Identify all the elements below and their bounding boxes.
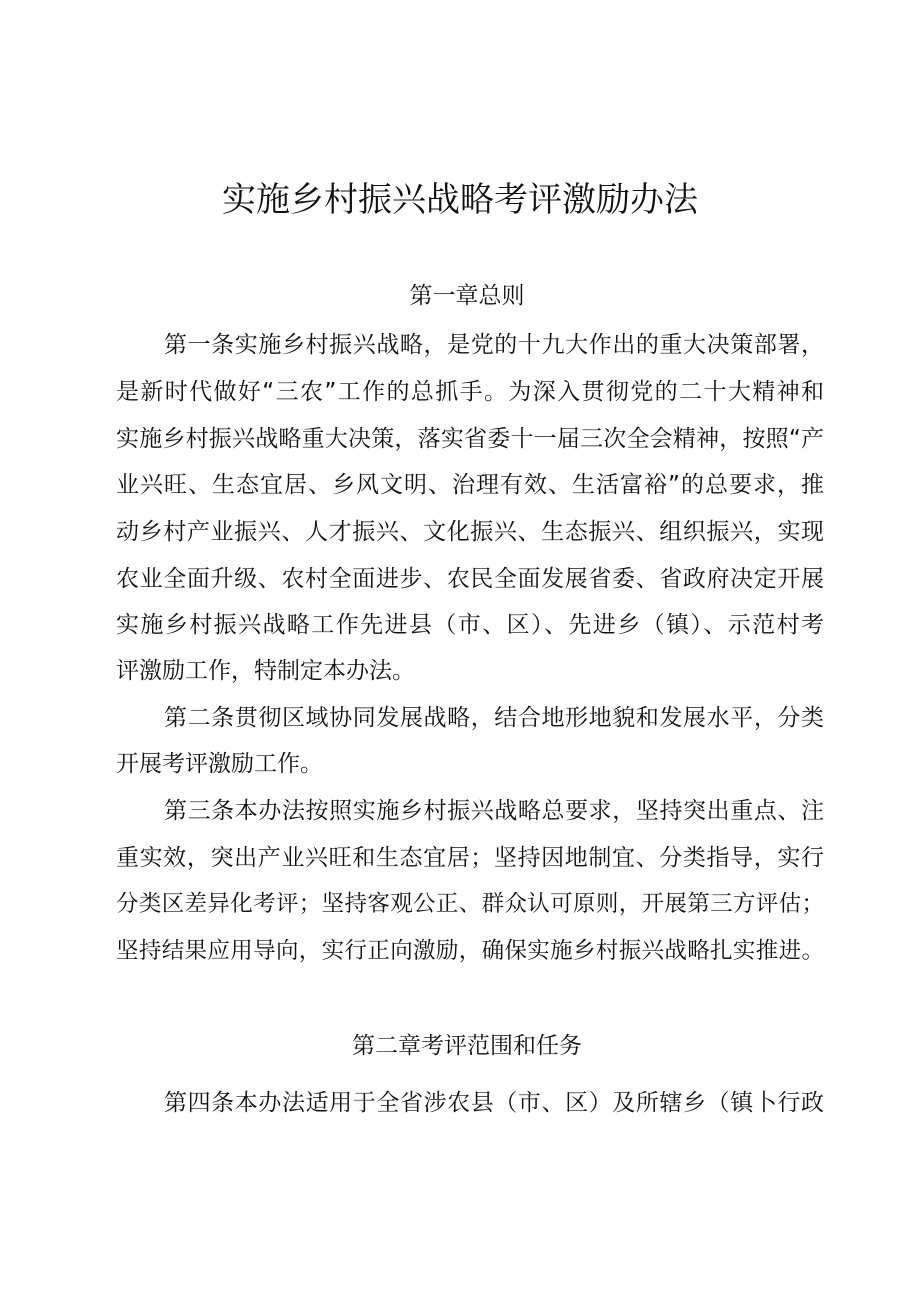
article-1-line-4: 业兴旺、生态宜居、乡风文明、治理有效、生活富裕”的总要求，推 bbox=[116, 472, 824, 498]
article-4-line-1: 第四条本办法适用于全省涉农县（市、区）及所辖乡（镇卜行政 bbox=[164, 1090, 824, 1116]
chapter-1-heading: 第一章总则 bbox=[409, 283, 525, 309]
document-title: 实施乡村振兴战略考评激励办法 bbox=[222, 180, 698, 220]
article-3-line-2: 重实效，突出产业兴旺和生态宜居；坚持因地制宜、分类指导，实行 bbox=[116, 845, 824, 871]
article-2-line-2: 开展考评激励工作。 bbox=[116, 751, 323, 777]
article-1-line-1: 第一条实施乡村振兴战略，是党的十九大作出的重大决策部署， bbox=[164, 332, 824, 358]
article-3-line-4: 坚持结果应用导向，实行正向激励，确保实施乡村振兴战略扎实推进。 bbox=[116, 938, 824, 964]
article-3-line-3: 分类区差异化考评；坚持客观公正、群众认可原则，开展第三方评估； bbox=[116, 891, 824, 917]
article-1-line-7: 实施乡村振兴战略工作先进县（市、区）、先进乡（镇）、示范村考 bbox=[116, 612, 824, 638]
article-2-line-1: 第二条贯彻区域协同发展战略，结合地形地貌和发展水平，分类 bbox=[164, 705, 824, 731]
article-1-line-2: 是新时代做好“三农”工作的总抓手。为深入贯彻党的二十大精神和 bbox=[116, 379, 824, 405]
article-1-line-5: 动乡村产业振兴、人才振兴、文化振兴、生态振兴、组织振兴，实现 bbox=[116, 519, 824, 545]
article-1-line-3: 实施乡村振兴战略重大决策，落实省委十一届三次全会精神，按照“产 bbox=[116, 426, 824, 452]
chapter-2-heading: 第二章考评范围和任务 bbox=[352, 1033, 582, 1059]
article-1-line-8: 评激励工作，特制定本办法。 bbox=[116, 658, 415, 684]
article-1-line-6: 农业全面升级、农村全面进步、农民全面发展省委、省政府决定开展 bbox=[116, 566, 824, 592]
article-3-line-1: 第三条本办法按照实施乡村振兴战略总要求，坚持突出重点、注 bbox=[164, 798, 824, 824]
